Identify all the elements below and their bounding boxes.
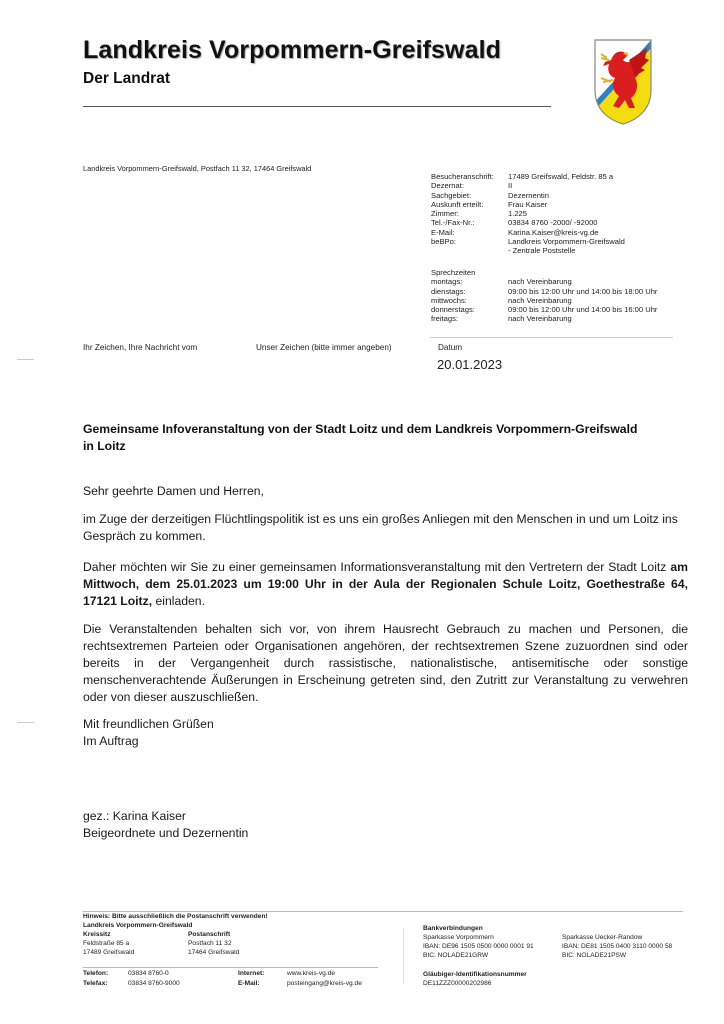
contact-row bbox=[431, 209, 625, 218]
postal-line: 17464 Greifswald bbox=[188, 948, 240, 956]
letter-date: 20.01.2023 bbox=[437, 357, 503, 372]
office-hours-time: nach Vereinbarung bbox=[508, 277, 572, 287]
contact-value: II bbox=[508, 181, 513, 191]
contact-label: E-Mail: bbox=[431, 227, 455, 237]
bank-bic: BIC: NOLADE21PSW bbox=[562, 951, 627, 959]
event-details: am Mittwoch, dem 25.01.2023 um 19:00 Uhr in der Aula der Regionalen Schule Loitz, Goethestraße 64, 17121 Loitz, bbox=[83, 560, 688, 608]
seat-label: Kreissitz bbox=[83, 931, 111, 938]
seat-line: 17489 Greifswald bbox=[83, 948, 135, 956]
footer-divider bbox=[83, 967, 378, 968]
paragraph-2-end: einladen. bbox=[152, 594, 205, 608]
closing: Mit freundlichen Grüßen bbox=[83, 717, 214, 731]
creditor-heading: Gläubiger-Identifikationsnummer bbox=[423, 971, 527, 978]
email-link[interactable]: posteingang@kreis-vg.de bbox=[287, 980, 362, 987]
phone-number: 03834 8760-0 bbox=[128, 970, 169, 977]
office-hours-row bbox=[431, 314, 657, 323]
bank-bic: BIC: NOLADE21GRW bbox=[423, 951, 489, 959]
contact-value: Frau Kaiser bbox=[508, 199, 548, 209]
postal-line: Postfach 11 32 bbox=[188, 939, 232, 947]
contact-value: Dezernentin bbox=[508, 190, 549, 200]
signature-name: gez.: Karina Kaiser bbox=[83, 809, 186, 823]
fax-number: 03834 8760-9000 bbox=[128, 980, 180, 987]
letterhead-subtitle: Der Landrat bbox=[83, 70, 170, 87]
paragraph-2 bbox=[83, 559, 688, 610]
fold-mark bbox=[17, 359, 34, 360]
seat-line: Feldstraße 85 a bbox=[83, 939, 130, 947]
fax-label: Telefax: bbox=[83, 980, 108, 987]
bank-2 bbox=[562, 934, 672, 960]
date-divider bbox=[430, 337, 673, 338]
contact-email-link[interactable]: Karina.Kaiser@kreis-vg.de bbox=[508, 227, 599, 237]
contact-row bbox=[431, 172, 625, 181]
contact-label: beBPo: bbox=[431, 237, 456, 247]
contact-row bbox=[431, 237, 625, 246]
postal-label: Postanschrift bbox=[188, 931, 231, 938]
paragraph-2-intro: Daher möchten wir Sie zu einer gemeinsamen Informationsveranstaltung mit den Vertretern der Stadt Loitz bbox=[83, 560, 671, 574]
contact-label: Zimmer: bbox=[431, 209, 459, 219]
contact-row bbox=[431, 191, 625, 200]
bank-heading: Bankverbindungen bbox=[423, 925, 483, 932]
office-hours-day: freitags: bbox=[431, 314, 459, 324]
footer-org: Landkreis Vorpommern-Greifswald bbox=[83, 922, 193, 929]
phone-label: Telefon: bbox=[83, 970, 109, 977]
contact-value: Landkreis Vorpommern-Greifswald bbox=[508, 237, 625, 247]
our-reference-label: Unser Zeichen (bitte immer angeben) bbox=[256, 343, 392, 352]
office-hours-block bbox=[431, 268, 657, 324]
footer-divider bbox=[83, 911, 683, 912]
internet-label: Internet: bbox=[238, 970, 265, 977]
office-hours-day: donnerstags: bbox=[431, 305, 475, 315]
your-reference-label: Ihr Zeichen, Ihre Nachricht vom bbox=[83, 343, 198, 352]
footer-seat bbox=[83, 931, 134, 957]
bank-1 bbox=[423, 934, 534, 960]
salutation: Sehr geehrte Damen und Herren, bbox=[83, 484, 264, 498]
contact-label: Auskunft erteilt: bbox=[431, 199, 484, 209]
closing-im-auftrag: Im Auftrag bbox=[83, 734, 139, 748]
bank-name: Sparkasse Vorpommern bbox=[423, 934, 494, 941]
bank-iban: IBAN: DE81 1505 0400 3110 0000 58 bbox=[562, 942, 673, 950]
office-hours-day: dienstags: bbox=[431, 286, 466, 296]
letterhead-title: Landkreis Vorpommern-Greifswald bbox=[83, 36, 502, 64]
office-hours-time: 09:00 bis 12:00 Uhr und 14:00 bis 16:00 Uhr bbox=[508, 305, 658, 315]
office-hours-row bbox=[431, 296, 657, 305]
creditor-id: DE11ZZZ00000202986 bbox=[423, 980, 492, 987]
contact-label: Dezernat: bbox=[431, 181, 464, 191]
contact-row bbox=[431, 246, 625, 255]
griffin-coat-of-arms-icon bbox=[593, 38, 653, 126]
contact-label: Besucheranschrift: bbox=[431, 172, 494, 181]
office-hours-day: montags: bbox=[431, 277, 463, 287]
contact-value: 1.225 bbox=[508, 209, 528, 219]
paragraph-3: Die Veranstaltenden behalten sich vor, von ihrem Hausrecht Gebrauch zu machen und Personen, die rechtsextremen Parteien oder Organisationen angehören, der rechtsextremen Szene zuzuordnen sind oder bereits in der Vergangenheit durch rassistische, nationalistische, antisemitische oder sonstige menschenverachtende Äußerungen in Erscheinung getreten sind, den Zutritt zur Veranstaltung zu verwehren oder von dieser auszuschließen. bbox=[83, 622, 688, 704]
header-divider bbox=[83, 106, 551, 107]
footer-notice: Hinweis: Bitte ausschließlich die Postanschrift verwenden! bbox=[83, 913, 268, 920]
office-hours-row bbox=[431, 277, 657, 286]
date-label: Datum bbox=[438, 343, 463, 352]
contact-row bbox=[431, 200, 625, 209]
letter-subject: Gemeinsame Infoveranstaltung von der Stadt Loitz und dem Landkreis Vorpommern-Greifswald in Loitz bbox=[83, 422, 638, 453]
website-link[interactable]: www.kreis-vg.de bbox=[287, 970, 336, 977]
footer-separator bbox=[403, 928, 404, 984]
contact-row bbox=[431, 228, 625, 237]
footer-postal bbox=[188, 931, 239, 957]
contact-label: Tel.-/Fax-Nr.: bbox=[431, 218, 475, 228]
bank-iban: IBAN: DE96 1505 0500 0000 0001 91 bbox=[423, 942, 534, 950]
office-hours-heading: Sprechzeiten bbox=[431, 268, 476, 277]
fold-mark bbox=[17, 722, 34, 723]
contact-row bbox=[431, 218, 625, 227]
office-hours-row bbox=[431, 287, 657, 296]
office-hours-time: nach Vereinbarung bbox=[508, 295, 572, 305]
email-label: E-Mail: bbox=[238, 980, 260, 987]
contact-row bbox=[431, 181, 625, 190]
contact-value: - Zentrale Poststelle bbox=[508, 246, 576, 256]
paragraph-1: im Zuge der derzeitigen Flüchtlingspolitik ist es uns ein großes Anliegen mit den Menschen in und um Loitz ins Gespräch zu kommen. bbox=[83, 512, 678, 543]
contact-info-block bbox=[431, 172, 625, 256]
office-hours-day: mittwochs: bbox=[431, 295, 467, 305]
bank-name: Sparkasse Uecker-Randow bbox=[562, 934, 643, 941]
contact-value: 17489 Greifswald, Feldstr. 85 a bbox=[508, 172, 614, 181]
office-hours-time: nach Vereinbarung bbox=[508, 314, 572, 324]
contact-value: 03834 8760 -2000/ -92000 bbox=[508, 218, 598, 228]
contact-label bbox=[431, 246, 508, 255]
office-hours-time: 09:00 bis 12:00 Uhr und 14:00 bis 18:00 Uhr bbox=[508, 286, 658, 296]
sender-return-address: Landkreis Vorpommern-Greifswald, Postfach 11 32, 17464 Greifswald bbox=[83, 164, 312, 173]
office-hours-row bbox=[431, 305, 657, 314]
contact-label: Sachgebiet: bbox=[431, 190, 472, 200]
signature-title: Beigeordnete und Dezernentin bbox=[83, 826, 249, 840]
